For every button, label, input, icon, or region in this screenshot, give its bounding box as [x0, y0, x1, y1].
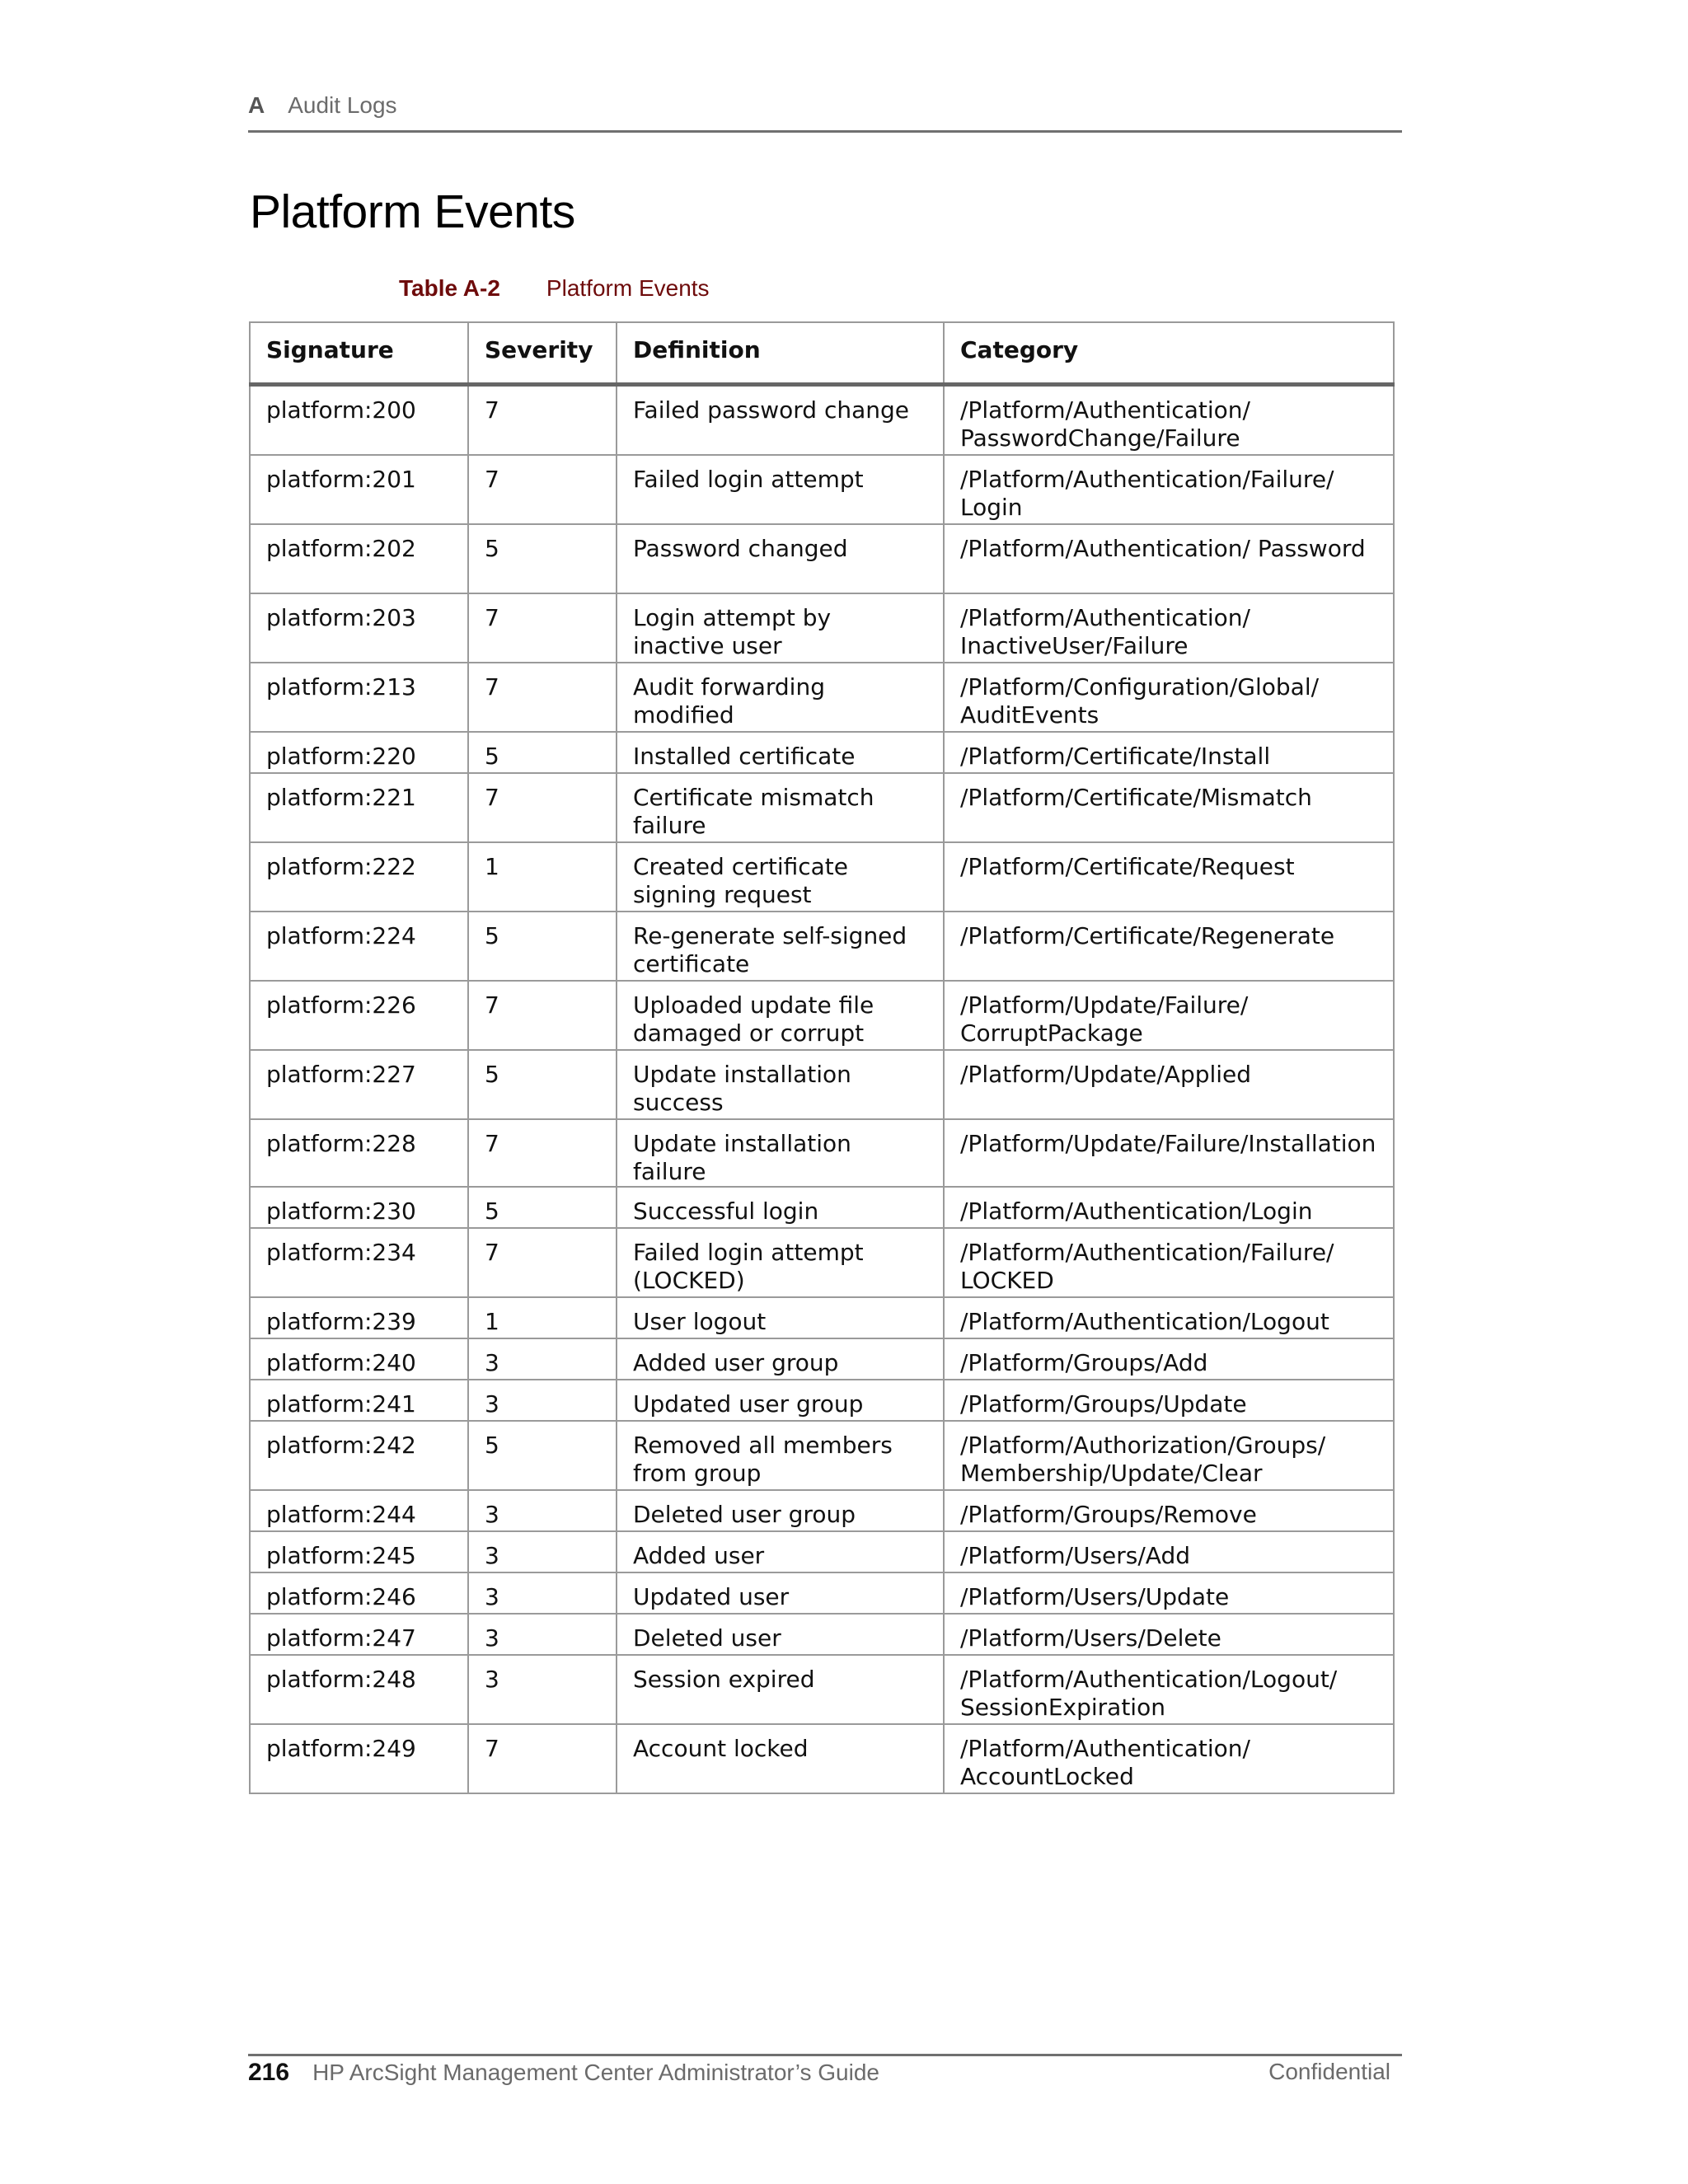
- table-row: [250, 1187, 1394, 1228]
- table-row: [250, 1380, 1394, 1421]
- cell-signature: platform:239: [250, 1297, 468, 1338]
- cell-definition: Account locked: [617, 1724, 944, 1793]
- cell-definition: Created certificate signing request: [617, 842, 944, 912]
- cell-category: /Platform/Update/Failure/Installation: [944, 1119, 1394, 1187]
- cell-signature: platform:246: [250, 1572, 468, 1614]
- cell-definition: Password changed: [617, 524, 944, 593]
- book-title: HP ArcSight Management Center Administrator’s Guide: [312, 2060, 879, 2085]
- cell-signature: platform:226: [250, 981, 468, 1050]
- cell-signature: platform:245: [250, 1531, 468, 1572]
- table-row: [250, 1614, 1394, 1655]
- cell-severity: 7: [468, 1228, 617, 1297]
- platform-events-table: [249, 321, 1395, 1794]
- table-row: [250, 912, 1394, 981]
- table-body: [250, 385, 1394, 1794]
- cell-severity: 5: [468, 1421, 617, 1490]
- cell-definition: Audit forwarding modified: [617, 663, 944, 732]
- cell-category: /Platform/Groups/Add: [944, 1338, 1394, 1380]
- classification-label: Confidential: [1268, 2059, 1390, 2084]
- cell-severity: 7: [468, 1119, 617, 1187]
- cell-signature: platform:221: [250, 773, 468, 842]
- cell-severity: 7: [468, 455, 617, 524]
- table-row: [250, 663, 1394, 732]
- cell-severity: 7: [468, 1724, 617, 1793]
- cell-definition: Re-generate self-signed certificate: [617, 912, 944, 981]
- cell-signature: platform:200: [250, 385, 468, 456]
- cell-definition: Removed all members from group: [617, 1421, 944, 1490]
- cell-definition: Added user group: [617, 1338, 944, 1380]
- cell-severity: 5: [468, 912, 617, 981]
- table-row: [250, 455, 1394, 524]
- cell-category: /Platform/Authorization/Groups/ Membership/Update/Clear: [944, 1421, 1394, 1490]
- cell-signature: platform:244: [250, 1490, 468, 1531]
- table-row: [250, 1531, 1394, 1572]
- table-row: [250, 732, 1394, 773]
- cell-category: /Platform/Authentication/ PasswordChange/Failure: [944, 385, 1394, 456]
- cell-signature: platform:242: [250, 1421, 468, 1490]
- appendix-letter: A: [248, 92, 265, 118]
- cell-category: /Platform/Users/Update: [944, 1572, 1394, 1614]
- table-row: [250, 385, 1394, 456]
- table-row: [250, 842, 1394, 912]
- cell-category: /Platform/Configuration/Global/ AuditEvents: [944, 663, 1394, 732]
- table-row: [250, 773, 1394, 842]
- cell-category: /Platform/Groups/Update: [944, 1380, 1394, 1421]
- table-caption-text: Platform Events: [546, 275, 710, 301]
- cell-severity: 7: [468, 663, 617, 732]
- cell-definition: Installed certificate: [617, 732, 944, 773]
- table-row: [250, 524, 1394, 593]
- cell-severity: 3: [468, 1614, 617, 1655]
- cell-severity: 3: [468, 1655, 617, 1724]
- table-row: [250, 1119, 1394, 1187]
- cell-signature: platform:230: [250, 1187, 468, 1228]
- cell-signature: platform:248: [250, 1655, 468, 1724]
- table-header-row: [250, 322, 1394, 385]
- cell-category: /Platform/Authentication/Failure/ LOCKED: [944, 1228, 1394, 1297]
- cell-definition: User logout: [617, 1297, 944, 1338]
- cell-severity: 1: [468, 842, 617, 912]
- table-row: [250, 1297, 1394, 1338]
- column-header-signature: Signature: [250, 322, 468, 385]
- cell-severity: 7: [468, 981, 617, 1050]
- cell-severity: 3: [468, 1380, 617, 1421]
- cell-definition: Successful login: [617, 1187, 944, 1228]
- cell-severity: 5: [468, 524, 617, 593]
- cell-definition: Deleted user: [617, 1614, 944, 1655]
- cell-severity: 7: [468, 385, 617, 456]
- table-row: [250, 1338, 1394, 1380]
- table-row: [250, 1724, 1394, 1793]
- cell-definition: Update installation success: [617, 1050, 944, 1119]
- cell-severity: 5: [468, 1050, 617, 1119]
- cell-signature: platform:247: [250, 1614, 468, 1655]
- cell-severity: 3: [468, 1572, 617, 1614]
- cell-category: /Platform/Update/Failure/ CorruptPackage: [944, 981, 1394, 1050]
- cell-definition: Login attempt by inactive user: [617, 593, 944, 663]
- table-row: [250, 1050, 1394, 1119]
- cell-category: /Platform/Groups/Remove: [944, 1490, 1394, 1531]
- cell-signature: platform:220: [250, 732, 468, 773]
- cell-signature: platform:203: [250, 593, 468, 663]
- header-rule: [248, 130, 1402, 133]
- cell-signature: platform:234: [250, 1228, 468, 1297]
- cell-category: /Platform/Authentication/ Password: [944, 524, 1394, 593]
- table-row: [250, 1421, 1394, 1490]
- cell-signature: platform:249: [250, 1724, 468, 1793]
- cell-severity: 3: [468, 1338, 617, 1380]
- cell-category: /Platform/Users/Delete: [944, 1614, 1394, 1655]
- table-row: [250, 1655, 1394, 1724]
- cell-severity: 5: [468, 732, 617, 773]
- table-row: [250, 1490, 1394, 1531]
- cell-signature: platform:202: [250, 524, 468, 593]
- cell-signature: platform:224: [250, 912, 468, 981]
- cell-category: /Platform/Certificate/Install: [944, 732, 1394, 773]
- cell-category: /Platform/Authentication/Login: [944, 1187, 1394, 1228]
- cell-signature: platform:201: [250, 455, 468, 524]
- cell-category: /Platform/Certificate/Mismatch: [944, 773, 1394, 842]
- cell-severity: 7: [468, 773, 617, 842]
- cell-category: /Platform/Authentication/ InactiveUser/Failure: [944, 593, 1394, 663]
- cell-severity: 3: [468, 1531, 617, 1572]
- cell-definition: Updated user group: [617, 1380, 944, 1421]
- footer-rule: [248, 2054, 1402, 2056]
- cell-signature: platform:228: [250, 1119, 468, 1187]
- cell-definition: Deleted user group: [617, 1490, 944, 1531]
- cell-definition: Uploaded update file damaged or corrupt: [617, 981, 944, 1050]
- cell-category: /Platform/Authentication/Logout/ SessionExpiration: [944, 1655, 1394, 1724]
- cell-category: /Platform/Certificate/Regenerate: [944, 912, 1394, 981]
- cell-definition: Updated user: [617, 1572, 944, 1614]
- running-header: [248, 92, 397, 119]
- cell-category: /Platform/Users/Add: [944, 1531, 1394, 1572]
- table-row: [250, 1572, 1394, 1614]
- section-name: Audit Logs: [288, 92, 397, 118]
- cell-signature: platform:240: [250, 1338, 468, 1380]
- table-row: [250, 593, 1394, 663]
- cell-definition: Session expired: [617, 1655, 944, 1724]
- cell-severity: 3: [468, 1490, 617, 1531]
- table-row: [250, 1228, 1394, 1297]
- page-number: 216: [248, 2059, 290, 2086]
- column-header-category: Category: [944, 322, 1394, 385]
- column-header-severity: Severity: [468, 322, 617, 385]
- cell-definition: Failed login attempt (LOCKED): [617, 1228, 944, 1297]
- cell-definition: Failed password change: [617, 385, 944, 456]
- cell-category: /Platform/Authentication/Failure/ Login: [944, 455, 1394, 524]
- table-caption: [399, 275, 710, 302]
- column-header-definition: Definition: [617, 322, 944, 385]
- table-caption-label: Table A-2: [399, 275, 500, 301]
- footer-left: [248, 2059, 879, 2087]
- page-title: Platform Events: [250, 185, 575, 238]
- cell-category: /Platform/Authentication/ AccountLocked: [944, 1724, 1394, 1793]
- cell-severity: 5: [468, 1187, 617, 1228]
- cell-category: /Platform/Authentication/Logout: [944, 1297, 1394, 1338]
- cell-definition: Update installation failure: [617, 1119, 944, 1187]
- cell-definition: Added user: [617, 1531, 944, 1572]
- cell-signature: platform:227: [250, 1050, 468, 1119]
- cell-category: /Platform/Update/Applied: [944, 1050, 1394, 1119]
- table-row: [250, 981, 1394, 1050]
- cell-severity: 1: [468, 1297, 617, 1338]
- cell-signature: platform:213: [250, 663, 468, 732]
- cell-definition: Failed login attempt: [617, 455, 944, 524]
- cell-category: /Platform/Certificate/Request: [944, 842, 1394, 912]
- cell-signature: platform:241: [250, 1380, 468, 1421]
- cell-signature: platform:222: [250, 842, 468, 912]
- cell-severity: 7: [468, 593, 617, 663]
- cell-definition: Certificate mismatch failure: [617, 773, 944, 842]
